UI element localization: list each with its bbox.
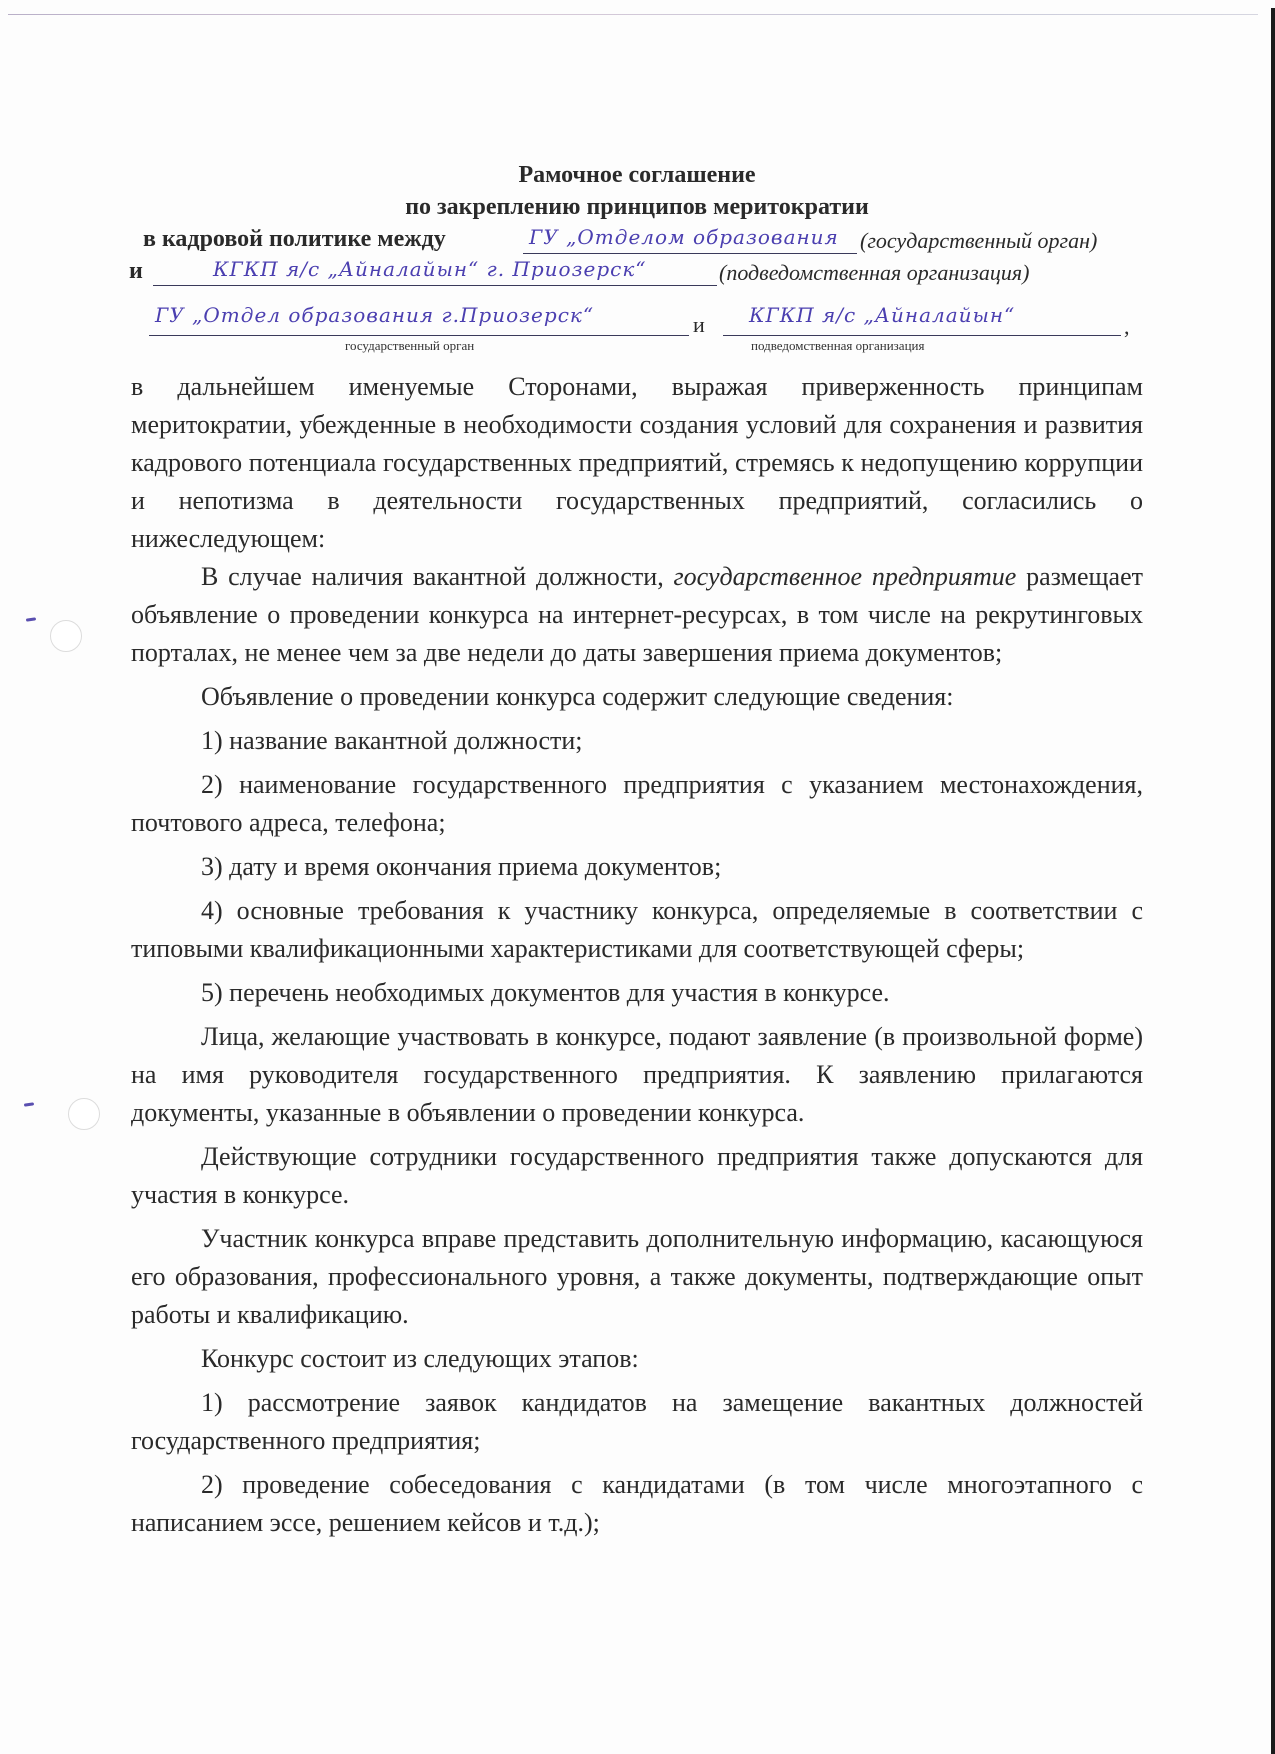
vacancy-paragraph [131, 558, 1143, 672]
scan-border-right [1271, 8, 1275, 1754]
gov-body-handwritten: ГУ „Отделом образования [529, 225, 839, 249]
gov-body-label: (государственный орган) [860, 228, 1098, 253]
sub-org-caption: подведомственная организация [751, 338, 925, 353]
gov-body-field[interactable] [149, 302, 689, 336]
announcement-item: 4) основные требования к участнику конкурса, определяемые в соответствии с типовыми квалификационными характеристиками для соответствующей сферы; [131, 896, 1143, 963]
stage-item: 2) проведение собеседования с кандидатами (в том числе многоэтапного с написанием эссе, решением кейсов и т.д.); [131, 1470, 1143, 1537]
stage-item: 1) рассмотрение заявок кандидатов на замещение вакантных должностей государственного предприятия; [131, 1388, 1143, 1455]
document-page [131, 160, 1143, 1542]
document-title-line1: Рамочное соглашение [518, 162, 756, 188]
sub-org-label: (подведомственная организация) [719, 260, 1030, 285]
announcement-item: 5) перечень необходимых документов для участия в конкурсе. [201, 978, 890, 1007]
gov-body-caption: государственный орган [345, 338, 475, 353]
parties-row [131, 302, 1143, 362]
vacancy-rest: размещает объявление о проведении конкурса на интернет-ресурсах, в том числе на рекрутинговых порталах, не менее чем за две недели до даты завершения приема документов; [131, 562, 1143, 667]
title-and-row [131, 256, 1143, 288]
scan-border-top [8, 14, 1258, 15]
title-between-row [131, 224, 1143, 256]
punch-mark-lower [24, 1102, 34, 1106]
preamble-paragraph: в дальнейшем именуемые Сторонами, выражая приверженность принципам меритократии, убежденные в необходимости создания условий для сохранения и развития кадрового потенциала государственных предприятий, стремясь к недопущению коррупции и непотизма в деятельности государственных предприятий, согласились о нижеследующем: [131, 372, 1143, 553]
vacancy-lead: В случае наличия вакантной должности, [201, 562, 674, 591]
sub-org-name-handwritten: КГКП я/с „Айналайын“ [749, 303, 1016, 327]
parties-trailing-comma: , [1124, 314, 1130, 339]
announcement-item: 1) название вакантной должности; [201, 726, 583, 755]
document-title-line2: по закреплению принципов меритократии [405, 194, 869, 220]
stages-intro: Конкурс состоит из следующих этапов: [201, 1344, 639, 1373]
applicants-paragraph: Лица, желающие участвовать в конкурсе, подают заявление (в произвольной форме) на имя руководителя государственного предприятия. К заявлению прилагаются документы, указанные в объявлении о проведении конкурса. [131, 1022, 1143, 1127]
current-staff-paragraph: Действующие сотрудники государственного предприятия также допускаются для участия в конкурсе. [131, 1142, 1143, 1209]
announcement-item: 3) дату и время окончания приема документов; [201, 852, 722, 881]
punch-hole-lower [68, 1098, 100, 1130]
announcement-intro: Объявление о проведении конкурса содержит следующие сведения: [201, 682, 954, 711]
sub-org-field-top[interactable] [153, 256, 717, 286]
sub-org-handwritten: КГКП я/с „Айналайын“ г. Приозерск“ [213, 257, 647, 281]
title-between-lead: в кадровой политике между [143, 226, 446, 252]
gov-body-field-top[interactable] [523, 224, 857, 254]
punch-mark-upper [26, 617, 36, 621]
additional-info-paragraph: Участник конкурса вправе представить дополнительную информацию, касающуюся его образования, профессионального уровня, а также документы, подтверждающие опыт работы и квалификацию. [131, 1224, 1143, 1329]
title-and-lead: и [129, 258, 143, 284]
parties-conjunction: и [693, 312, 705, 337]
punch-hole-upper [50, 620, 82, 652]
announcement-item: 2) наименование государственного предприятия с указанием местонахождения, почтового адреса, телефона; [131, 770, 1143, 837]
vacancy-italic: государственное предприятие [673, 562, 1017, 591]
sub-org-field[interactable] [723, 302, 1121, 336]
gov-body-name-handwritten: ГУ „Отдел образования г.Приозерск“ [155, 303, 595, 327]
